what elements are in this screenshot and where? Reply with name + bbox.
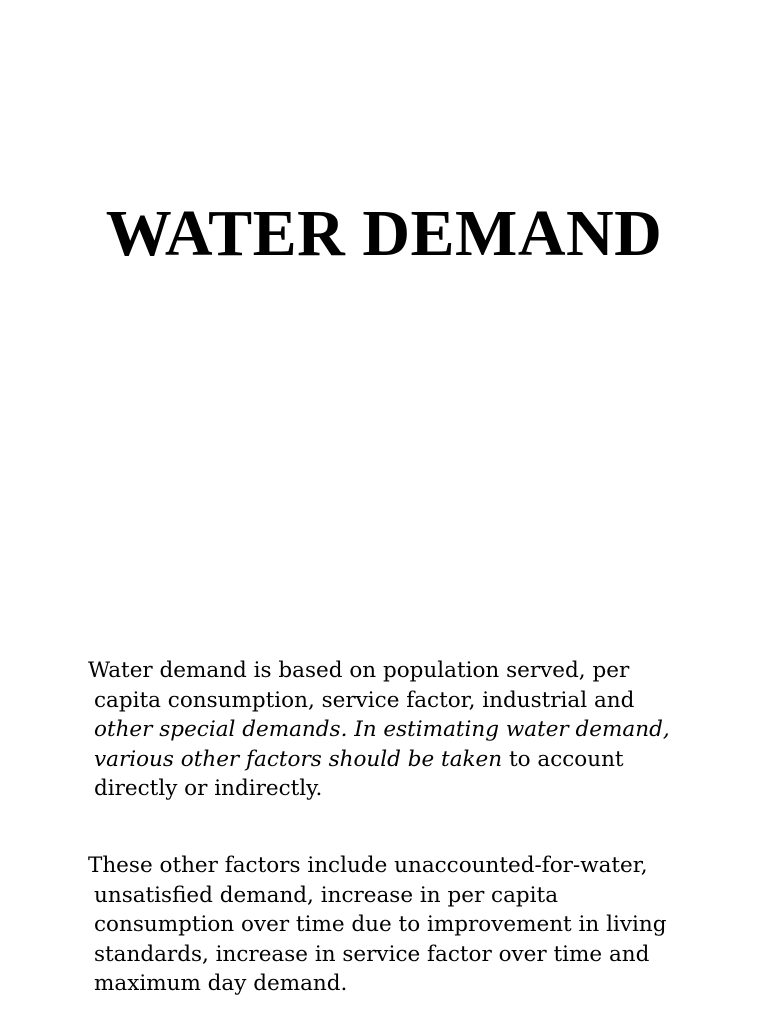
paragraph-2-line-3: consumption over time due to improvement in living — [94, 912, 667, 937]
page-title: WATER DEMAND — [105, 197, 663, 270]
paragraph-water-demand-basis — [88, 656, 718, 804]
paragraph-1-line-4 — [88, 745, 718, 775]
paragraph-2-line-2: unsatisfied demand, increase in per capita — [94, 882, 559, 908]
paragraph-1-line-1: Water demand is based on population served, per — [88, 658, 630, 683]
paragraph-1-line-2: capita consumption, service factor, industrial and — [94, 687, 635, 713]
paragraph-1-line-4-normal: to account — [502, 746, 624, 772]
paragraph-other-factors — [88, 851, 718, 999]
paragraph-1-line-4-italic: various other factors should be taken — [94, 746, 503, 772]
paragraph-1-line-5: directly or indirectly. — [94, 776, 323, 801]
paragraph-2-line-5: maximum day demand. — [94, 971, 348, 996]
paragraph-2-line-4: standards, increase in service factor over time and — [94, 941, 650, 967]
paragraph-1-line-3: other special demands. In estimating water demand, — [94, 717, 670, 742]
paragraph-2-line-1: These other factors include unaccounted-for-water, — [88, 853, 648, 878]
